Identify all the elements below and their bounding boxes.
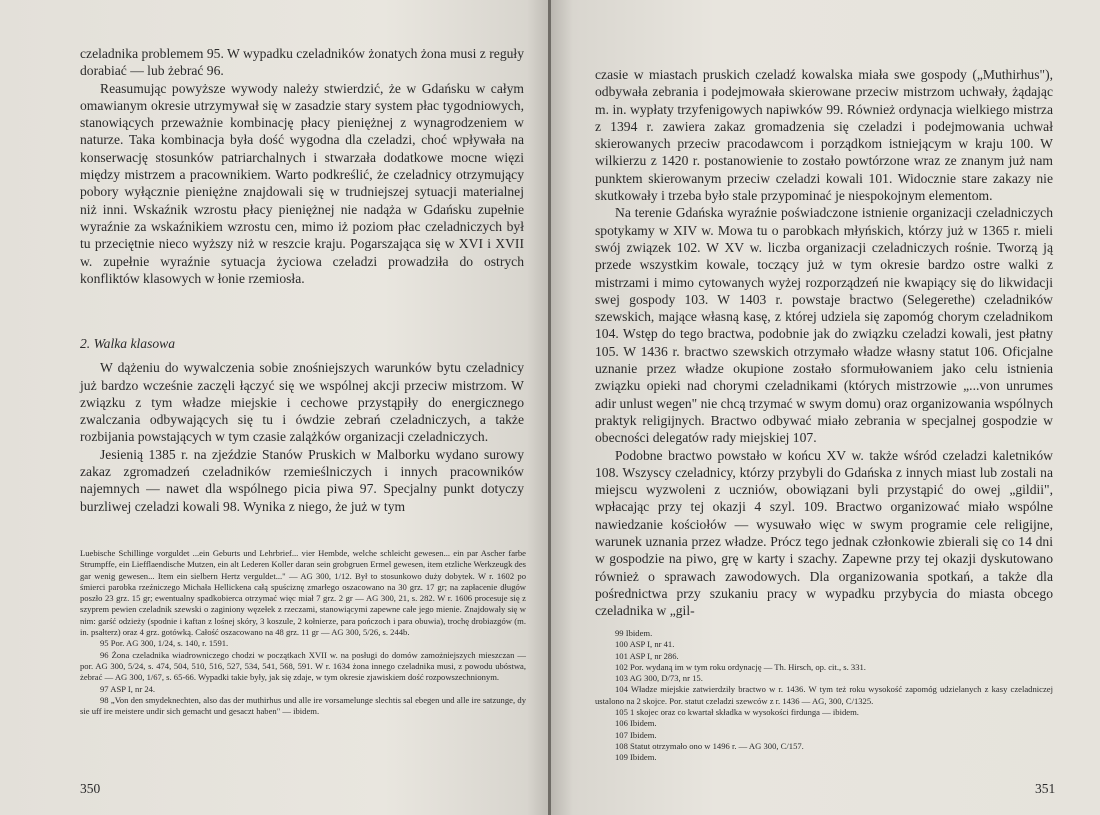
footnote-97: 97 ASP I, nr 24. <box>100 683 156 694</box>
footnote-105: 105 1 skojec oraz co kwartał składka w wysokości firdunga — ibidem. <box>615 707 859 718</box>
section-heading: 2. Walka klasowa <box>80 336 176 351</box>
right-paragraph-2: Na terenie Gdańska wyraźnie poświadczone istnienie organizacji czeladniczych spotykamy w XIV w. Mowa tu o parobkach młyńskich, którzy już w 1365 r. mieli swój związek 102. W XV w. liczba organizacji czeladniczych rośnie. Tworzą ją przede wszystkim kowale, toczący już w tym okresie bardzo ostre walki z mistrzami i mimo cytowanych wyżej rozporządzeń nie kwapiący się do likwidacji swej gospody 103. W 1403 r. powstaje bractwo (Selegerethe) czeladników szewskich, mające własną kasę, z której udziela się zapomóg chorym czeladnikom 104. Wstęp do tego bractwa, podobnie jak do związku czeladzi kowali, jest płatny 105. W 1436 r. bractwo szewskich otrzymało władze własny statut 106. Oficjalne uznanie przez władze okupione zostało sformułowaniem jako celu istnienia związku opieki nad chorymi czeladnikami (których mistrzowie „...von unrumes adir unlust wegen" nie chcą trzymać w swym domu) oraz organizowania wspólnych praktyk religijnych. Bractwo odbywać miało zebrania w specjalnej gospodzie w obecności delegatów rady miejskiej 107. <box>595 205 1053 446</box>
right-paragraph-1: czasie w miastach pruskich czeladź kowalska miała swe gospody („Muthirhus"), odbywała zebrania i podejmowała skierowane przeciw mistrzom uchwały, żądając m. in. wypłaty trzyfenigowych napiwków 99. Również ordynacja wielkiego mistrza z 1394 r. zawiera zakaz gromadzenia się czeladzi i podejmowania uchwał skierowanych przeciw pracodawcom i porządkom istniejącym w kraju 100. W wilkierzu z 1420 r. postanowienie to zostało powtórzone wraz ze znanym już nam punktem skierowanym przeciw czeladzi kowali 101. Widocznie stare zakazy nie skutkowały i trzeba było stale przypominać je niespokojnym elementom. <box>595 67 1053 204</box>
footnote-109: 109 Ibidem. <box>615 752 657 763</box>
left-section-paragraph-1: W dążeniu do wywalczenia sobie znośniejszych warunków bytu czeladnicy już bardzo wcześnie zaczęli łączyć się we wspólnej akcji przeciw mistrzom. W związku z tym władze miejskie i cechowe przystąpiły do energicznego zwalczania odbywających się tu i ówdzie zebrań czeladniczych, a także rozbijania powstających w tym czasie zalążków organizacji czeladniczych. <box>80 360 524 445</box>
footnote-106: 106 Ibidem. <box>615 718 657 729</box>
left-paragraph-2: Reasumując powyższe wywody należy stwierdzić, że w Gdańsku w całym omawianym okresie utrzymywał się w zasadzie stary system płac tygodniowych, stanowiących przeważnie kombinację płacy pieniężnej z wynagrodzeniem w naturze. Taka kombinacja była dość wygodna dla czeladzi, choć wpływała na konserwację stosunków patriarchalnych i stwarzała dodatkowe mocne więzi między mistrzem a pracownikiem. Warto podkreślić, że czeladnicy otrzymujący pobory wyłącznie pieniężne znajdowali się w trudniejszej sytuacji materialnej niż inni. Wskaźnik wzrostu płacy pieniężnej nie nadąża w Gdańsku zupełnie wyraźnie za wskaźnikiem wzrostu cen, mimo iż poziom płac czeladniczych był tu przeciętnie nieco wyższy niż w reszcie kraju. Pogarszająca się w XVI i XVII w. zupełnie wyraźnie sytuacja życiowa czeladzi prowadziła do ostrych konfliktów klasowych w łonie rzemiosła. <box>80 80 524 286</box>
right-footnotes <box>595 628 1053 764</box>
footnote-101: 101 ASP I, nr 286. <box>615 650 679 661</box>
footnote-103: 103 AG 300, D/73, nr 15. <box>615 673 703 684</box>
footnote-98: 98 „Von den smydeknechten, also das der muthirhus und alle ire vorsamelunge slechtis sal ebegen und alle ire satzunge, dy sie uff ire meistere undir sich gemacht und gesaczt haben" — ibidem. <box>80 694 526 717</box>
footnote-99: 99 Ibidem. <box>615 628 653 638</box>
footnote-100: 100 ASP I, nr 41. <box>615 639 675 650</box>
footnote-107: 107 Ibidem. <box>615 729 657 740</box>
left-section <box>80 335 524 515</box>
footnote-96: 96 Żona czeladnika wiadrowniczego chodzi w początkach XVII w. na posługi do domów zamożniejszych mieszczan — por. AG 300, 5/24, s. 474, 504, 510, 516, 527, 534, 541, 568, 591. W r. 1634 żona innego czeladnika musi, z powodu ubóstwa, żebrać — AG 300, 1/67, s. 65-66. Wypadki takie były, jak się zdaje, w tym okresie zjawiskiem dość rozpowszechnionym. <box>80 649 526 683</box>
left-paragraph-1: czeladnika problemem 95. W wypadku czeladników żonatych żona musi z reguły dorabiać — lub żebrać 96. <box>80 46 524 79</box>
footnote-104: 104 Władze miejskie zatwierdziły bractwo w r. 1436. W tym też roku wysokość zapomóg udzielanych z kasy czeladniczej ustalono na 2 skojce. Por. statut czeladzi szewców z r. 1436 — AG, 300, C/1325. <box>595 684 1053 706</box>
left-body-top <box>80 45 524 287</box>
right-body <box>595 66 1053 620</box>
page-number-right: 351 <box>1035 781 1056 796</box>
footnote-continuation: Luebische Schillinge vorguldet ...ein Geburts und Lehrbrief... vier Hembde, welche schleicht gewesen... ein par Ascher farbe Strumpffe, ein Liefflaendische Mutzen, ein alt Lederen Koller daran sein grobgruen Ermel gewesen, item etzliche Werkzeugk des gar wenig gewesen... Item ein sielbern Hertz verguldet..." — AG 300, 1/12. Był to stosunkowo duży dobytek. W r. 1602 po śmierci parobka rzeźniczego Michała Hellickena całą spuściznę zmarłego oszacowano na 30 grz. 17 gr; na zapłacenie długów poszło 23 grz. 15 gr; ewentualny spadkobierca otrzymać więc miał 7 grz. 2 gr — AG 300, 21, s. 282. W r. 1606 procesuje się z szyprem pewien czeladnik szewski o zaginiony węzełek z rzeczami, stanowiącymi zapewne całe jego mienie. Znajdowały się w nim: garść odzieży (spodnie i kaftan z lośnej skóry, 3 koszule, 2 kołnierze, para pończoch i para obuwia), trochę drobiazgów (m. in. psałterz) oraz 4 grz. gotówką. Całość oszacowano na 48 grz. 11 gr — AG 300, 5/26, s. 244b. <box>80 548 526 638</box>
left-page <box>0 0 549 815</box>
right-page <box>551 0 1100 815</box>
footnote-102: 102 Por. wydaną im w tym roku ordynację — Th. Hirsch, op. cit., s. 331. <box>615 661 866 672</box>
left-footnotes <box>80 548 526 717</box>
footnote-95: 95 Por. AG 300, 1/24, s. 140, r. 1591. <box>100 638 229 649</box>
page-number-left: 350 <box>80 781 101 796</box>
right-paragraph-3: Podobne bractwo powstało w końcu XV w. także wśród czeladzi kaletników 108. Wszyscy czeladnicy, którzy przybyli do Gdańska z innych miast lub zostali na miejscu wyzwoleni z uczniów, obowiązani byli przystąpić do owej „gildii", wpłacając przy tej okazji 4 szyl. 109. Bractwo organizować miało wspólne nawiedzanie kościołów — wysuwało więc w swym programie cele religijne, warunek uznania przez władze. Prócz tego jednak członkowie zbierali się co 14 dni w gospodzie na piwo, grę w karty i szachy. Zapewne przy tej okazji dyskutowano również o sprawach zawodowych. Dla organizowania spotkań, a także dla pośrednictwa przy szukaniu pracy w wypadku przybycia do miasta obcego czeladnika w „gil- <box>595 447 1053 619</box>
left-section-paragraph-2: Jesienią 1385 r. na zjeździe Stanów Pruskich w Malborku wydano surowy zakaz zgromadzeń czeladników rzemieślniczych i innych pracowników najemnych — nawet dla wspólnego picia piwa 97. Specjalny punkt dotyczy burzliwej czeladzi kowali 98. Wynika z niego, że już w tym <box>80 446 524 514</box>
footnote-108: 108 Statut otrzymało ono w 1496 r. — AG 300, C/157. <box>615 740 804 751</box>
